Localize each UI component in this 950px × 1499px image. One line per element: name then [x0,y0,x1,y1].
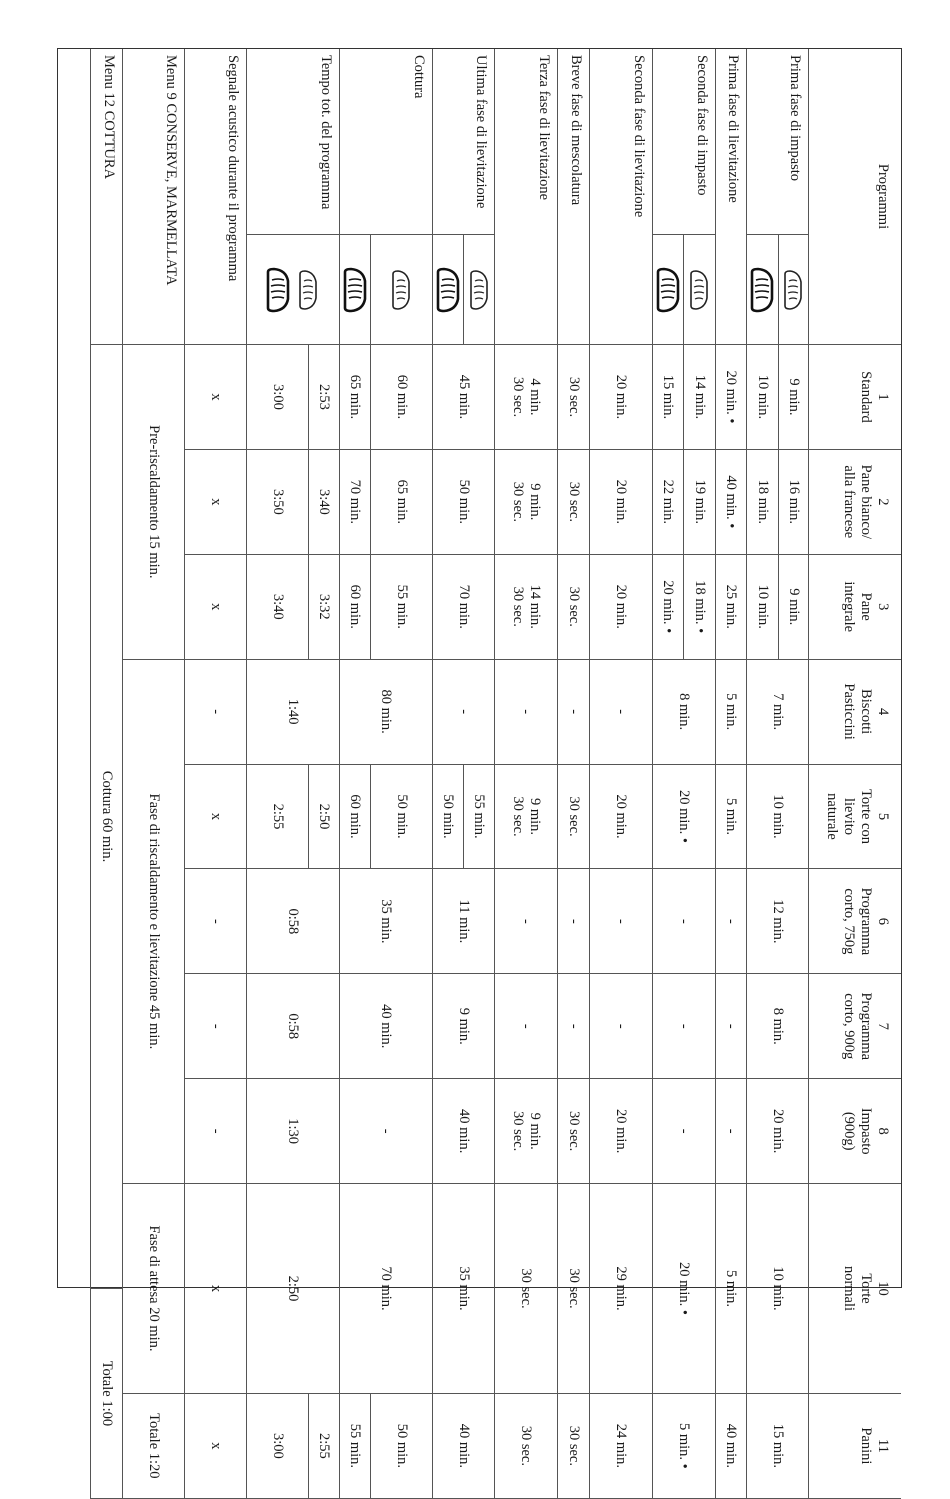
cell: x [184,450,246,555]
programmi-header: Programmi [808,49,901,345]
menu9-preheat-cell: Pre-riscaldamento 15 min. [122,345,184,660]
cell: 2:55 [308,1394,339,1499]
cell: x [184,1394,246,1499]
cell: - [184,974,246,1079]
cell: x [184,555,246,660]
bread-loaf-small-icon [778,235,808,345]
cell: 15 min. [652,345,683,450]
bread-loaf-small-icon [683,235,715,345]
cell: 25 min. [715,555,746,660]
cell: - [557,869,589,974]
menu12-cooking-cell: Cottura 60 min. [90,345,122,1289]
cell: 60 min. [370,345,432,450]
cell: 20 min. • [652,765,715,870]
cell: 2:50 [308,765,339,870]
cell: 30 sec. [557,345,589,450]
cell: x [184,1184,246,1394]
bread-loaf-small-icon [370,235,432,345]
cell: 18 min. • [683,555,715,660]
cell: 20 min. • [652,555,683,660]
cell: 18 min. [746,450,778,555]
menu12-total-cell: Totale 1:00 [90,1289,122,1499]
cell: 22 min. [652,450,683,555]
cell: 30 sec. [494,1184,557,1394]
bread-loaf-large-icon [746,235,778,345]
program-table [57,48,902,1479]
cell: 20 min. [589,345,652,450]
cell: 5 min. [715,765,746,870]
cell: 3:40 [246,555,308,660]
cell: 3:40 [308,450,339,555]
cell: 70 min. [339,450,370,555]
cell: - [184,660,246,765]
cell: 35 min. [339,869,432,974]
cell: 20 min. [589,765,652,870]
bread-loaf-large-icon [652,235,683,345]
row-label-breve-mescolatura: Breve fase di mescolatura [557,49,589,345]
cell: 19 min. [683,450,715,555]
cell: 2:50 [246,1184,339,1394]
cell: 9 min. [432,974,494,1079]
program-1-header: 1 Standard [808,345,901,450]
program-11-header: 11 Panini [808,1394,901,1499]
cell: - [589,660,652,765]
bread-loaf-pair-icon [246,235,339,345]
program-3-header: 3 Pane integrale [808,555,901,660]
cell: 45 min. [432,345,494,450]
row-label-prima-impasto: Prima fase di impasto [746,49,808,235]
cell: 30 sec. [557,555,589,660]
cell: 8 min. [746,974,808,1079]
cell: 30 sec. [557,765,589,870]
cell: 30 sec. [494,1394,557,1499]
row-label-menu9: Menu 9 CONSERVE, MARMELLATA [122,49,184,345]
cell: 20 min. [589,555,652,660]
cell: 40 min. • [715,450,746,555]
cell: 4 min. 30 sec. [494,345,557,450]
cell: 80 min. [339,660,432,765]
cell: - [184,869,246,974]
row-label-segnale: Segnale acustico durante il programma [184,49,246,345]
bread-loaf-large-icon [339,235,370,345]
cell: 8 min. [652,660,715,765]
cell: 12 min. [746,869,808,974]
cell: 20 min. [589,450,652,555]
cell: 40 min. [339,974,432,1079]
cell: 3:00 [246,1394,308,1499]
cell: 55 min. [370,555,432,660]
cell: - [339,1079,432,1184]
cell: 20 min. • [652,1184,715,1394]
cell: 3:50 [246,450,308,555]
row-label-prima-lievitazione: Prima fase di lievitazione [715,49,746,345]
cell: - [589,974,652,1079]
row-label-menu12: Menu 12 COTTURA [90,49,122,345]
row-label-terza-lievitazione: Terza fase di lievitazione [494,49,557,345]
cell: 3:32 [308,555,339,660]
cell: x [184,345,246,450]
cell: 1:30 [246,1079,339,1184]
cell: 70 min. [432,555,494,660]
bread-loaf-large-icon [432,235,463,345]
cell: 30 sec. [557,1394,589,1499]
cell: - [589,869,652,974]
row-label-tempo-tot: Tempo tot. del programma [246,49,339,235]
row-label-seconda-impasto: Seconda fase di impasto [652,49,715,235]
menu9-wait-cell: Fase di attesa 20 min. [122,1184,184,1394]
cell: - [557,660,589,765]
program-2-header: 2 Pane bianco/ alla francese [808,450,901,555]
cell: - [715,1079,746,1184]
cell: 50 min. [370,765,432,870]
cell: 55 min. [463,765,494,870]
row-label-ultima-lievitazione: Ultima fase di lievitazione [432,49,494,235]
cell: 5 min. • [652,1394,715,1499]
cell: 11 min. [432,869,494,974]
cell: 5 min. [715,660,746,765]
cell: 9 min. 30 sec. [494,1079,557,1184]
cell: - [494,974,557,1079]
cell: 7 min. [746,660,808,765]
cell: - [557,974,589,1079]
cell: 65 min. [339,345,370,450]
cell: 55 min. [339,1394,370,1499]
cell: 20 min. • [715,345,746,450]
cell: 9 min. 30 sec. [494,765,557,870]
menu9-total-cell: Totale 1:20 [122,1394,184,1499]
cell: 40 min. [432,1394,494,1499]
cell: - [652,1079,715,1184]
cell: - [494,660,557,765]
cell: 0:58 [246,869,339,974]
cell: - [432,660,494,765]
cell: 65 min. [370,450,432,555]
cell: - [652,974,715,1079]
cell: 24 min. [589,1394,652,1499]
program-5-header: 5 Torte con lievito naturale [808,765,901,870]
cell: 35 min. [432,1184,494,1394]
cell: 3:00 [246,345,308,450]
program-10-header: 10 Torte normali [808,1184,901,1394]
row-label-seconda-lievitazione: Seconda fase di lievitazione [589,49,652,345]
cell: 14 min. [683,345,715,450]
cell: 16 min. [778,450,808,555]
cell: 15 min. [746,1394,808,1499]
cell: 10 min. [746,765,808,870]
cell: - [184,1079,246,1184]
cell: x [184,765,246,870]
cell: 20 min. [746,1079,808,1184]
cell: - [715,974,746,1079]
cell: 60 min. [339,555,370,660]
cell: 50 min. [432,765,463,870]
cell: 2:55 [246,765,308,870]
row-label-cottura: Cottura [339,49,432,235]
menu9-heating-cell: Fase di riscaldamento e lievitazione 45 min. [122,660,184,1184]
cell: 40 min. [715,1394,746,1499]
cell: 60 min. [339,765,370,870]
cell: 14 min. 30 sec. [494,555,557,660]
program-4-header: 4 Biscotti Pasticcini [808,660,901,765]
cell: 9 min. 30 sec. [494,450,557,555]
cell: 30 sec. [557,1079,589,1184]
cell: 50 min. [370,1394,432,1499]
cell: 70 min. [339,1184,432,1394]
cell: 9 min. [778,345,808,450]
cell: 10 min. [746,555,778,660]
cell: 30 sec. [557,1184,589,1394]
program-7-header: 7 Programma corto, 900g [808,974,901,1079]
cell: 20 min. [589,1079,652,1184]
cell: 2:53 [308,345,339,450]
cell: 29 min. [589,1184,652,1394]
cell: 10 min. [746,345,778,450]
bread-loaf-small-icon [463,235,494,345]
cell: - [652,869,715,974]
cell: 40 min. [432,1079,494,1184]
cell: - [494,869,557,974]
program-6-header: 6 Programma corto, 750g [808,869,901,974]
cell: 30 sec. [557,450,589,555]
cell: 50 min. [432,450,494,555]
program-8-header: 8 Impasto (900g) [808,1079,901,1184]
cell: 0:58 [246,974,339,1079]
cell: 5 min. [715,1184,746,1394]
cell: - [715,869,746,974]
cell: 9 min. [778,555,808,660]
cell: 1:40 [246,660,339,765]
cell: 10 min. [746,1184,808,1394]
